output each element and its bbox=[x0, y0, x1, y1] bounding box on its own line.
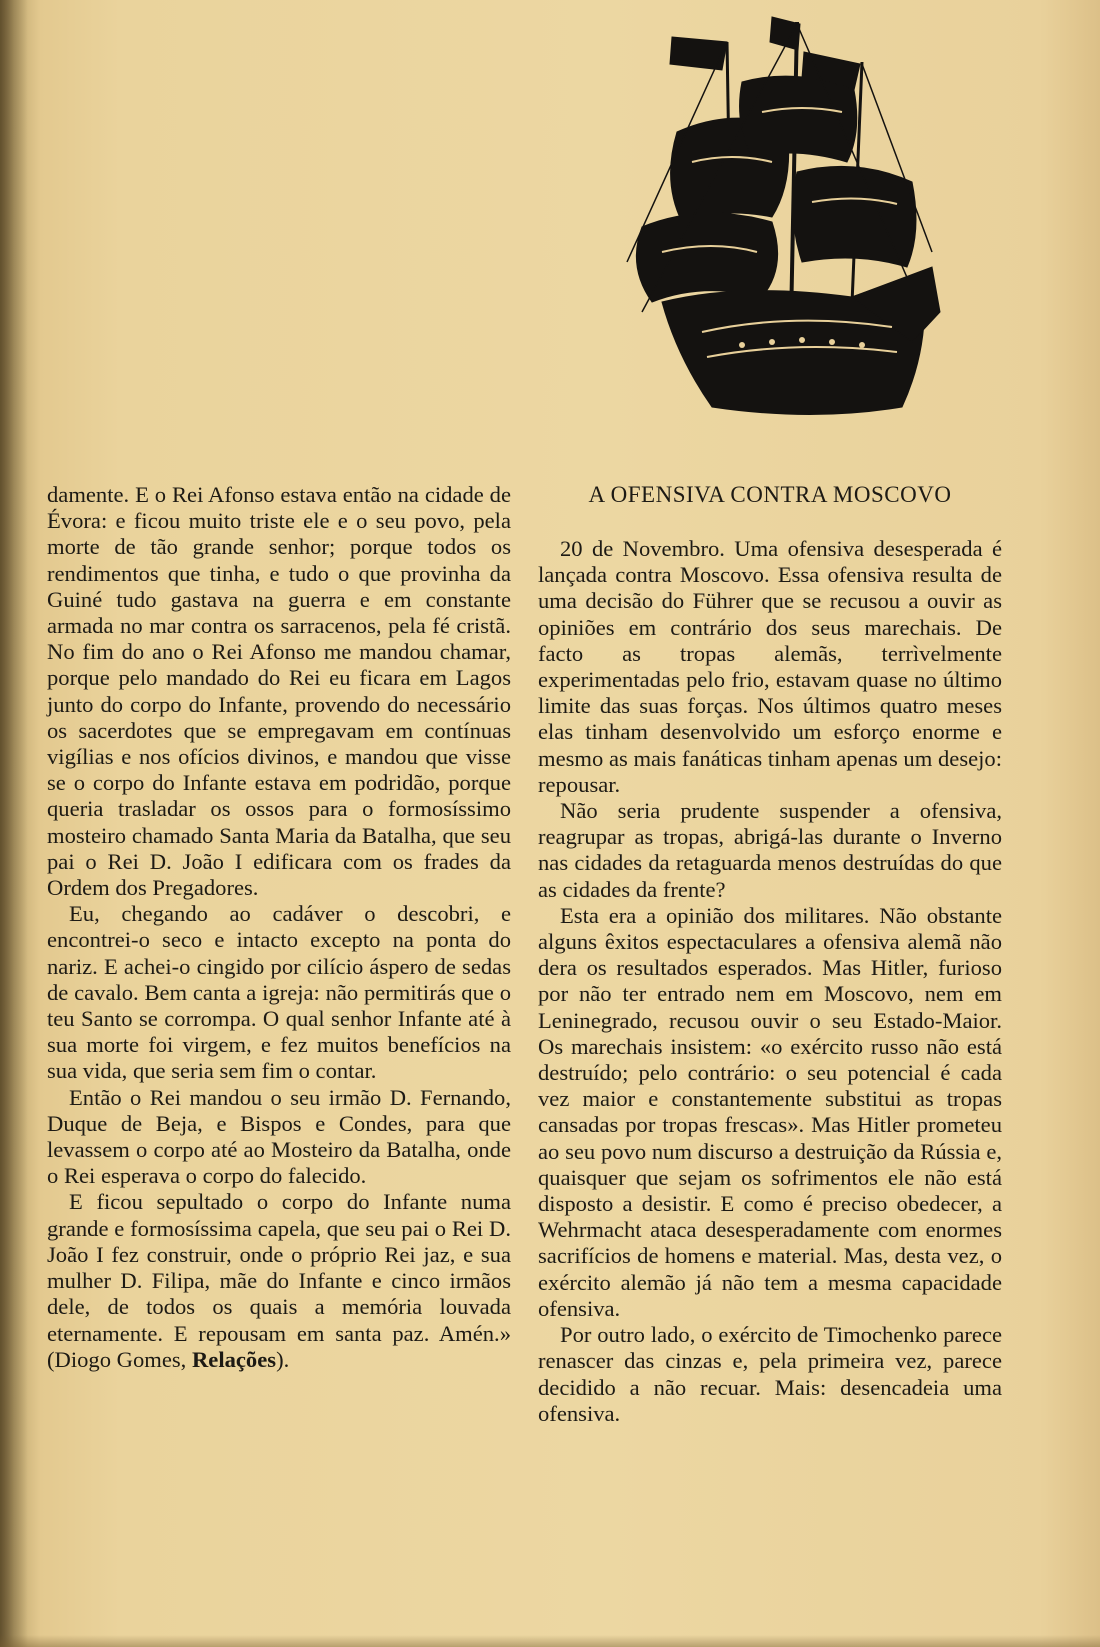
paragraph: damente. E o Rei Afonso estava então na cidade de Évora: e ficou muito triste ele e o seu povo, pela morte de tão grande senhor; porque todos os rendimentos que tinha, e tudo o que provinha da Guiné tudo gastava na guerra e em constante armada no mar contra os sarracenos, pela fé cristã. No fim do ano o Rei Afonso me mandou chamar, porque pelo mandado do Rei eu ficara em Lagos junto do corpo do Infante, provendo do necessário os sacerdotes que se empregavam em contínuas vigílias e nos ofícios divinos, e mandou que visse se o corpo do Infante estava em podridão, porque queria trasladar os ossos para o formosíssimo mosteiro chamado Santa Maria da Batalha, que seu pai o Rei D. João I edificara com os frades da Ordem dos Pregadores. bbox=[47, 482, 511, 901]
paragraph-text: E ficou sepultado o corpo do Infante numa grande e formosíssima capela, que seu pai o Rei D. João I fez construir, onde o próprio Rei jaz, e sua mulher D. Filipa, mãe do Infante e cinco irmãos dele, de todos os quais a memória louvada eternamente. E repousam em santa paz. Amén.» (Diogo Gomes, bbox=[47, 1189, 511, 1372]
paragraph: 20 de Novembro. Uma ofensiva desesperada é lançada contra Moscovo. Essa ofensiva resulta de uma decisão do Führer que se recusou a ouvir as opiniões em contrário dos seus marechais. De facto as tropas alemãs, terrìvelmente experimentadas pelo frio, estavam quase no último limite das suas forças. Nos últimos quatro meses elas tinham desenvolvido um esforço enorme e mesmo as mais fanáticas tinham apenas um desejo: repousar. bbox=[538, 536, 1002, 797]
paragraph: Então o Rei mandou o seu irmão D. Fernando, Duque de Beja, e Bispos e Condes, para que levassem o corpo até ao Mosteiro da Batalha, onde o Rei esperava o corpo do falecido. bbox=[47, 1084, 511, 1189]
source-title: Relações bbox=[191, 1346, 277, 1372]
citation-close: ). bbox=[276, 1346, 290, 1372]
caravel-ship-woodcut-icon bbox=[622, 12, 942, 442]
paragraph: Por outro lado, o exército de Timochenko parece renascer das cinzas e, pela primeira vez, parece decidido a não recuar. Mais: desencadeia uma ofensiva. bbox=[538, 1322, 1002, 1426]
page-bottom-edge bbox=[0, 1635, 1100, 1647]
paragraph-with-citation bbox=[47, 1189, 511, 1372]
paragraph: Não seria prudente suspender a ofensiva, reagrupar as tropas, abrigá-las durante o Inverno nas cidades da retaguarda menos destruídas do que as cidades da frente? bbox=[538, 798, 1002, 902]
right-text-column bbox=[538, 536, 1002, 1427]
left-text-column bbox=[47, 482, 511, 1373]
section-heading: A OFENSIVA CONTRA MOSCOVO bbox=[588, 482, 952, 507]
paragraph: Esta era a opinião dos militares. Não obstante alguns êxitos espectaculares a ofensiva alemã não dera os resultados esperados. Mas Hitler, furioso por não ter entrado nem em Moscovo, nem em Leninegrado, recusou ouvir o seu Estado-Maior. Os marechais insistem: «o exército russo não está destruído; pelo contrário: o seu potencial é cada vez maior e constantemente substitui as tropas cansadas por tropas frescas». Mas Hitler prometeu ao seu povo num discurso a destruição da Rússia e, quaisquer que sejam os sofrimentos ele não está disposto a desistir. E como é preciso obedecer, a Wehrmacht ataca desesperadamente com enormes sacrifícios de homens e material. Mas, desta vez, o exército alemão já não tem a mesma capacidade ofensiva. bbox=[538, 902, 1002, 1321]
paragraph: Eu, chegando ao cadáver o descobri, e encontrei-o seco e intacto excepto na ponta do nariz. E achei-o cingido por cilício áspero de sedas de cavalo. Bem canta a igreja: não permitirás que o teu Santo se corrompa. O qual senhor Infante até à sua morte foi virgem, e fez muitos benefícios na sua vida, que seria sem fim o contar. bbox=[47, 901, 511, 1084]
spine-shadow bbox=[0, 0, 28, 1647]
